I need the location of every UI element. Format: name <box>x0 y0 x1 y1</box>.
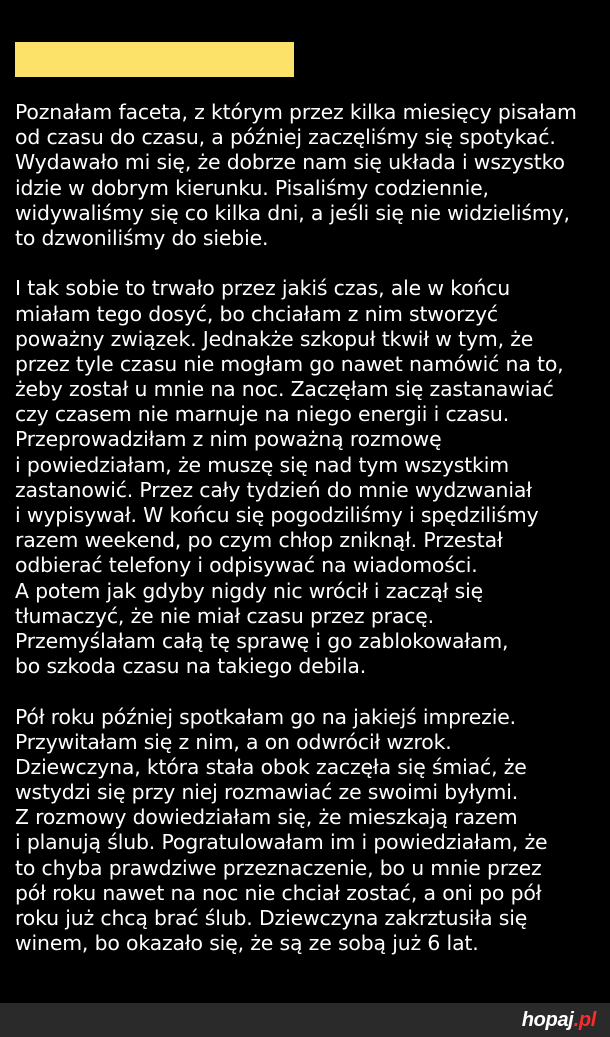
story-line: wstydzi się przy niej rozmawiać ze swoimi byłymi. <box>15 780 519 805</box>
story-line: razem weekend, po czym chłop zniknął. Przestał <box>15 528 503 553</box>
title-highlight-bar <box>15 42 294 77</box>
site-logo[interactable] <box>522 1009 596 1031</box>
footer-bar <box>0 1003 610 1037</box>
story-line: poważny związek. Jednakże szkopuł tkwił w tym, że <box>15 326 534 351</box>
story-line: czy czasem nie marnuje na niego energii i czasu. <box>15 402 510 427</box>
story-line: Przeprowadziłam z nim poważną rozmowę <box>15 427 442 452</box>
story-line: i powiedziałam, że muszę się nad tym wszystkim <box>15 452 509 477</box>
story-line: tłumaczyć, że nie miał czasu przez pracę. <box>15 603 434 628</box>
story-line: Dziewczyna, która stała obok zaczęła się śmiać, że <box>15 754 527 779</box>
story-line: odbierać telefony i odpisywać na wiadomości. <box>15 553 478 578</box>
paragraph-gap <box>15 679 605 704</box>
story-line: winem, bo okazało się, że są ze sobą już 6 lat. <box>15 931 479 956</box>
story-line: miałam tego dosyć, bo chciałam z nim stworzyć <box>15 301 498 326</box>
paragraph-gap <box>15 251 605 276</box>
story-line: I tak sobie to trwało przez jakiś czas, ale w końcu <box>15 276 511 301</box>
story-line: bo szkoda czasu na takiego debila. <box>15 654 367 679</box>
story-line: widywaliśmy się co kilka dni, a jeśli się nie widzieliśmy, <box>15 200 570 225</box>
story-text <box>15 100 605 956</box>
story-line: to dzwoniliśmy do siebie. <box>15 225 269 250</box>
story-line: żeby został u mnie na noc. Zaczęłam się zastanawiać <box>15 377 554 402</box>
story-line: pół roku nawet na noc nie chciał zostać, a oni po pół <box>15 880 542 905</box>
logo-main-text: hopaj <box>521 1009 574 1031</box>
story-line: to chyba prawdziwe przeznaczenie, bo u mnie przez <box>15 855 542 880</box>
story-line: i planują ślub. Pogratulowałam im i powiedziałam, że <box>15 830 548 855</box>
story-line: Pół roku później spotkałam go na jakiejś imprezie. <box>15 704 516 729</box>
story-line: Przywitałam się z nim, a on odwrócił wzrok. <box>15 729 452 754</box>
story-line: Przemyślałam całą tę sprawę i go zablokowałam, <box>15 628 509 653</box>
story-line: od czasu do czasu, a później zaczęliśmy się spotykać. <box>15 125 556 150</box>
story-line: Poznałam faceta, z którym przez kilka miesięcy pisałam <box>15 100 577 124</box>
story-line: Wydawało mi się, że dobrze nam się układa i wszystko <box>15 150 565 175</box>
logo-tld-text: .pl <box>573 1009 596 1031</box>
story-line: roku już chcą brać ślub. Dziewczyna zakrztusiła się <box>15 906 528 930</box>
story-line: Z rozmowy dowiedziałam się, że mieszkają razem <box>15 805 518 830</box>
story-line: A potem jak gdyby nigdy nic wrócił i zaczął się <box>15 578 483 603</box>
story-line: idzie w dobrym kierunku. Pisaliśmy codziennie, <box>15 175 489 200</box>
story-line: zastanowić. Przez cały tydzień do mnie wydzwaniał <box>15 477 532 502</box>
story-line: i wypisywał. W końcu się pogodziliśmy i spędziliśmy <box>15 503 539 527</box>
story-line: przez tyle czasu nie mogłam go nawet namówić na to, <box>15 351 564 376</box>
